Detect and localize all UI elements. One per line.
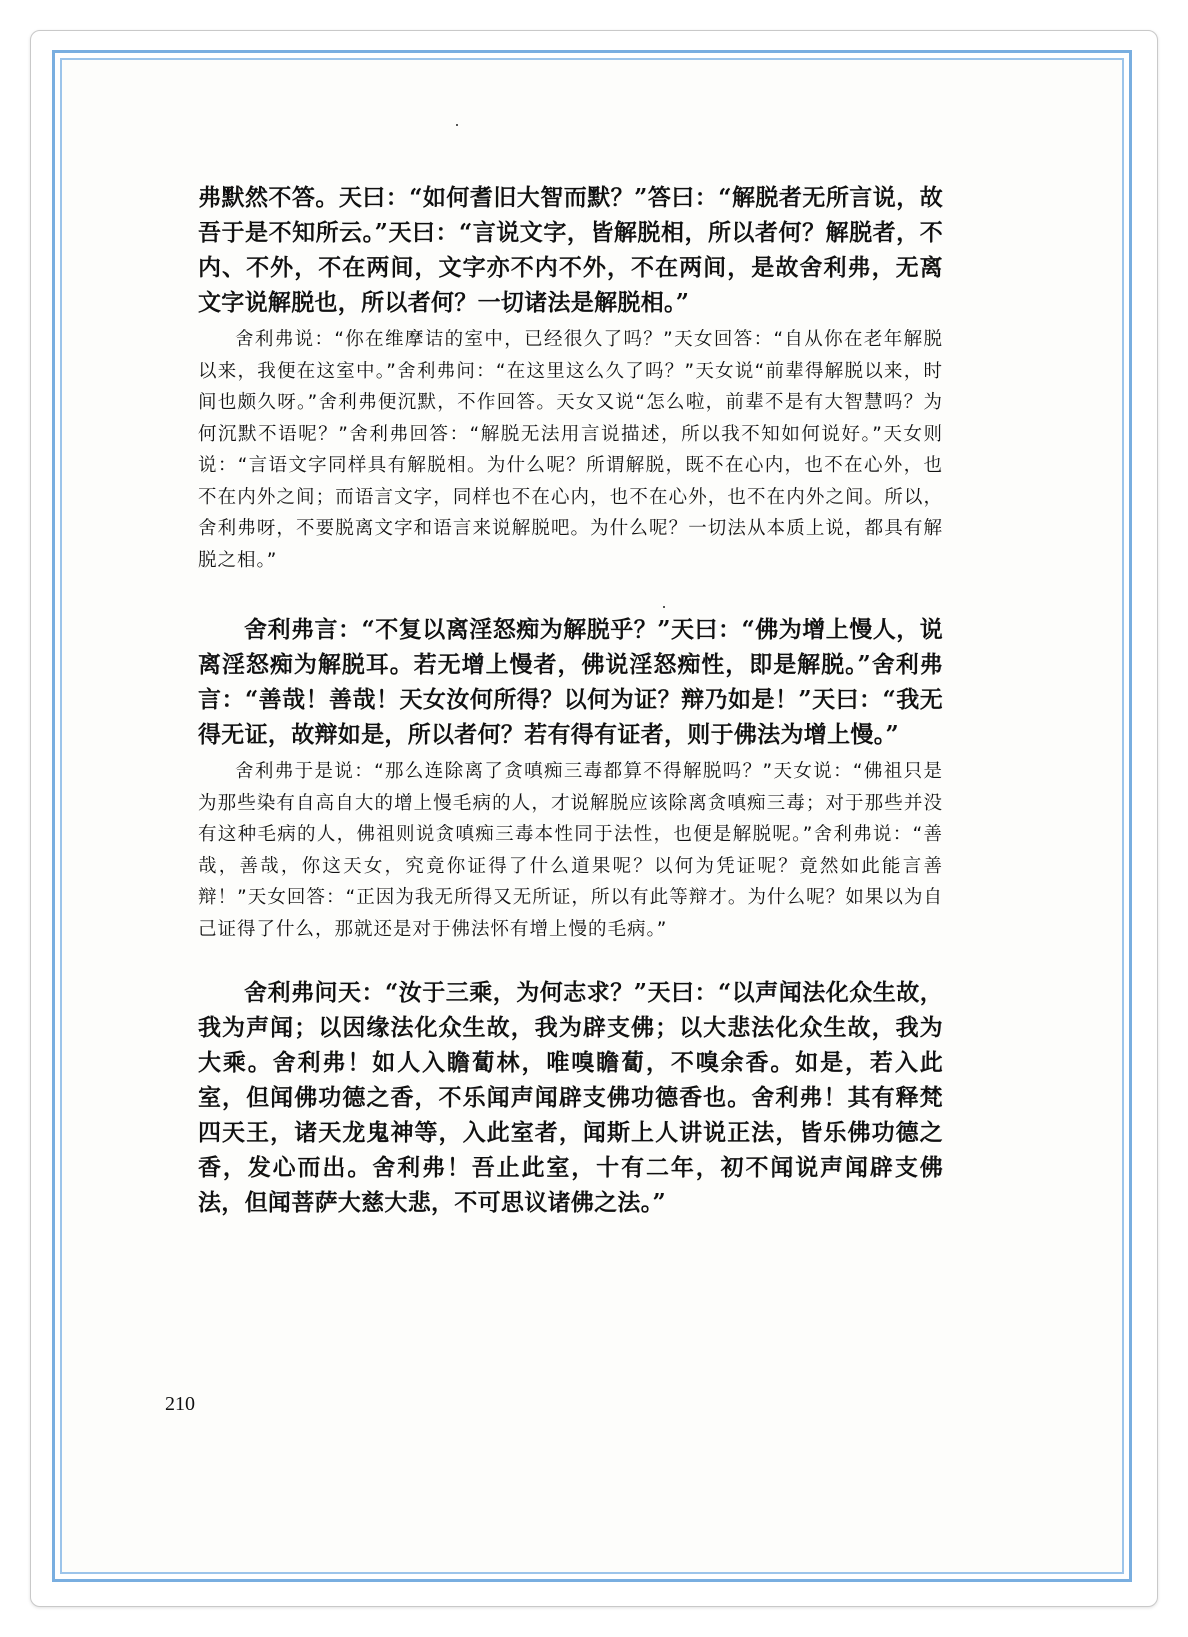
page-number: 210	[165, 1393, 195, 1415]
translation-paragraph-1: 舍利弗说：“你在维摩诘的室中，已经很久了吗？”天女回答：“自从你在老年解脱以来，我便在这室中。”舍利弗问：“在这里这么久了吗？”天女说“前辈得解脱以来，时间也颇久呀。”舍利弗便沉默，不作回答。天女又说“怎么啦，前辈不是有大智慧吗？为何沉默不语呢？”舍利弗回答：“解脱无法用言说描述，所以我不知如何说好。”天女则说：“言语文字同样具有解脱相。为什么呢？所谓解脱，既不在心内，也不在心外，也不在内外之间；而语言文字，同样也不在心内，也不在心外，也不在内外之间。所以，舍利弗呀，不要脱离文字和语言来说解脱吧。为什么呢？一切法从本质上说，都具有解脱之相。”	[198, 329, 943, 571]
original-text-paragraph-3: 舍利弗问天：“汝于三乘，为何志求？”天曰：“以声闻法化众生故，我为声闻；以因缘法化众生故，我为辟支佛；以大悲法化众生故，我为大乘。舍利弗！如人入瞻蔔林，唯嗅瞻蔔，不嗅余香。如是，若入此室，但闻佛功德之香，不乐闻声闻辟支佛功德香也。舍利弗！其有释梵四天王，诸天龙鬼神等，入此室者，闻斯上人讲说正法，皆乐佛功德之香，发心而出。舍利弗！吾止此室，十有二年，初不闻说声闻辟支佛法，但闻菩萨大慈大悲，不可思议诸佛之法。”	[198, 979, 943, 1216]
text-body	[198, 180, 943, 1220]
original-text-paragraph-2: 舍利弗言：“不复以离淫怒痴为解脱乎？”天曰：“佛为增上慢人，说离淫怒痴为解脱耳。若无增上慢者，佛说淫怒痴性，即是解脱。”舍利弗言：“善哉！善哉！天女汝何所得？以何为证？辩乃如是！”天曰：“我无得无证，故辩如是，所以者何？若有得有证者，则于佛法为增上慢。”	[198, 616, 943, 748]
scan-speck	[456, 124, 458, 126]
original-text-paragraph-1: 弗默然不答。天曰：“如何耆旧大智而默？”答曰：“解脱者无所言说，故吾于是不知所云。”天曰：“言说文字，皆解脱相，所以者何？解脱者，不内、不外，不在两间，文字亦不内不外，不在两间，是故舍利弗，无离文字说解脱也，所以者何？一切诸法是解脱相。”	[198, 184, 943, 316]
translation-paragraph-2: 舍利弗于是说：“那么连除离了贪嗔痴三毒都算不得解脱吗？”天女说：“佛祖只是为那些染有自高自大的增上慢毛病的人，才说解脱应该除离贪嗔痴三毒；对于那些并没有这种毛病的人，佛祖则说贪嗔痴三毒本性同于法性，也便是解脱呢。”舍利弗说：“善哉，善哉，你这天女，究竟你证得了什么道果呢？以何为凭证呢？竟然如此能言善辩！”天女回答：“正因为我无所得又无所证，所以有此等辩才。为什么呢？如果以为自己证得了什么，那就还是对于佛法怀有增上慢的毛病。”	[198, 761, 943, 940]
